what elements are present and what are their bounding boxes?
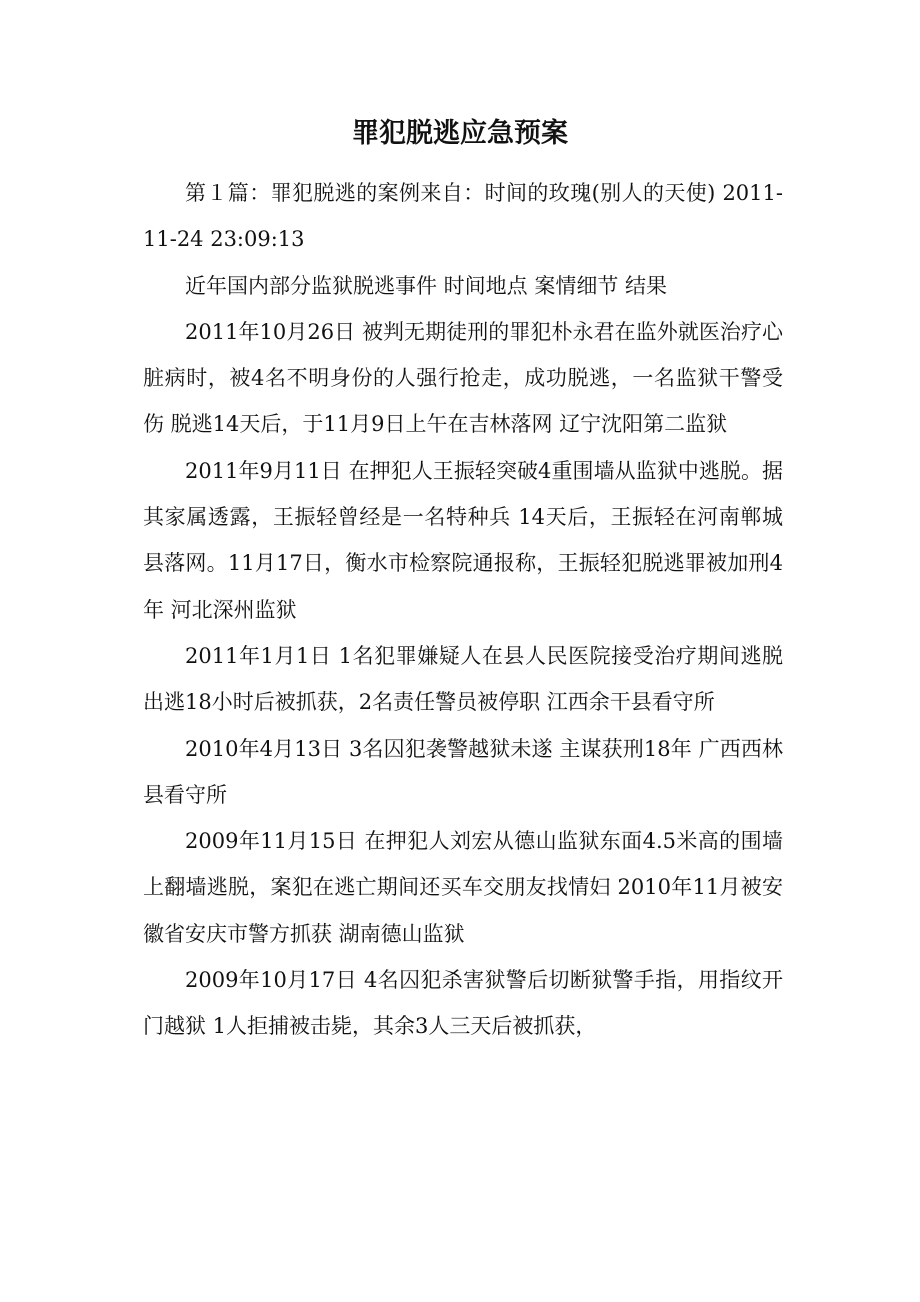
paragraph: 2009年11月15日 在押犯人刘宏从德山监狱东面4.5米高的围墙上翻墙逃脱，案犯在逃亡期间还买车交朋友找情妇 2010年11月被安徽省安庆市警方抓获 湖南德山监狱 bbox=[143, 829, 783, 946]
paragraph: 近年国内部分监狱脱逃事件 时间地点 案情细节 结果 bbox=[185, 273, 668, 298]
paragraph: 2011年10月26日 被判无期徒刑的罪犯朴永君在监外就医治疗心脏病时，被4名不明身份的人强行抢走，成功脱逃，一名监狱干警受伤 脱逃14天后，于11月9日上午在吉林落网 辽宁沈阳第二监狱 bbox=[143, 319, 783, 437]
paragraph: 2010年4月13日 3名囚犯袭警越狱未遂 主谋获刑18年 广西西林县看守所 bbox=[143, 736, 783, 807]
paragraph: 2009年10月17日 4名囚犯杀害狱警后切断狱警手指，用指纹开门越狱 1人拒捕被击毙，其余3人三天后被抓获， bbox=[143, 968, 783, 1039]
document-body bbox=[143, 170, 783, 1050]
paragraph: 2011年9月11日 在押犯人王振轻突破4重围墙从监狱中逃脱。据其家属透露，王振轻曾经是一名特种兵 14天后，王振轻在河南郸城县落网。11月17日，衡水市检察院通报称，王振轻犯脱逃罪被加刑4年 河北深州监狱 bbox=[143, 458, 783, 622]
document-title: 罪犯脱逃应急预案 bbox=[352, 118, 568, 149]
paragraph: 2011年1月1日 1名犯罪嫌疑人在县人民医院接受治疗期间逃脱 出逃18小时后被抓获，2名责任警员被停职 江西余干县看守所 bbox=[143, 643, 783, 715]
paragraph: 第１篇：罪犯脱逃的案例来自：时间的玫瑰(别人的天使) 2011-11-24 23:09:13 bbox=[143, 181, 783, 252]
